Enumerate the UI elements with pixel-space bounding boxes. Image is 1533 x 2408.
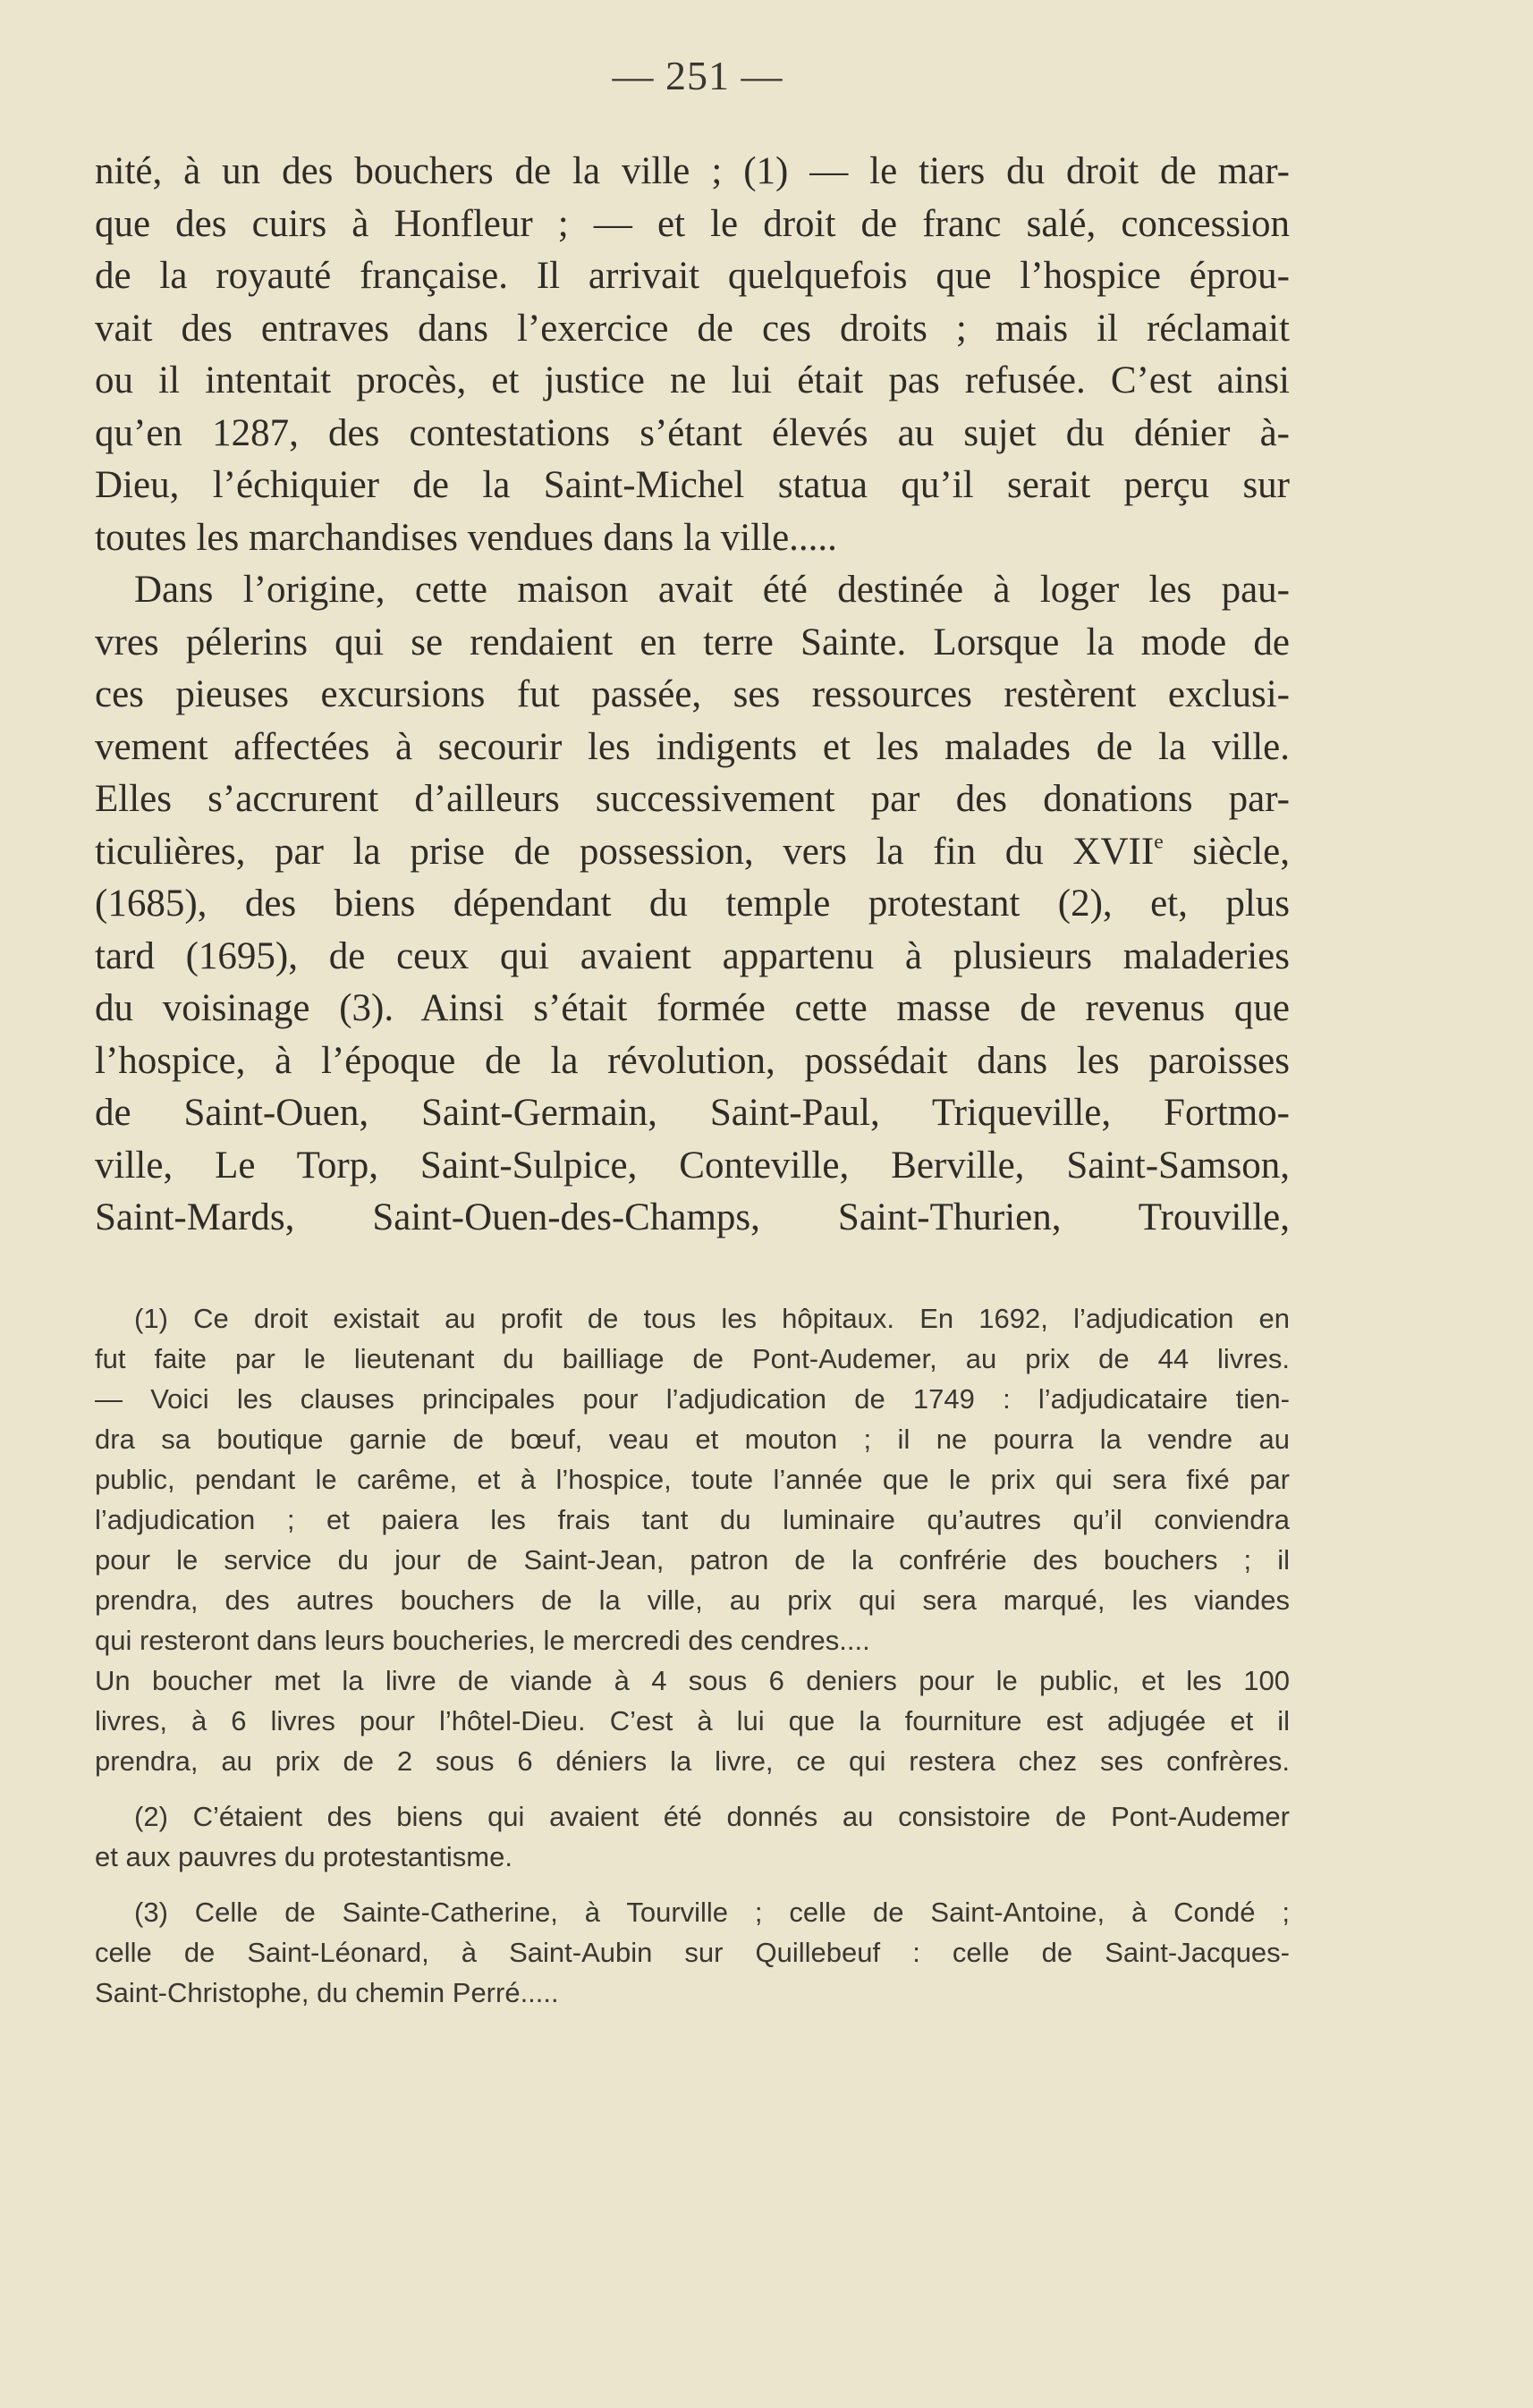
footnote-line: qui resteront dans leurs boucheries, le mercredi des cendres.... <box>95 1625 870 1656</box>
main-text <box>95 146 1290 1245</box>
text-line: Dans l’origine, cette maison avait été destinée à loger les pau- <box>134 569 1290 611</box>
footnote-line: prendra, des autres bouchers de la ville, au prix qui sera marqué, les viandes <box>95 1584 1290 1616</box>
footnote-line: fut faite par le lieutenant du bailliage de Pont-Audemer, au prix de 44 livres. <box>95 1343 1290 1374</box>
footnote-3 <box>95 1892 1290 2013</box>
footnote-line: Un boucher met la livre de viande à 4 sous 6 deniers pour le public, et les 100 <box>95 1665 1290 1696</box>
text-line: ces pieuses excursions fut passée, ses ressources restèrent exclusi- <box>95 673 1290 715</box>
text-line: de la royauté française. Il arrivait quelquefois que l’hospice éprou- <box>95 255 1290 297</box>
footnote-line: prendra, au prix de 2 sous 6 déniers la livre, ce qui restera chez ses confrères. <box>95 1745 1290 1777</box>
footnote-line: livres, à 6 livres pour l’hôtel-Dieu. C’est à lui que la fourniture est adjugée et il <box>95 1705 1290 1736</box>
text-line: vres pélerins qui se rendaient en terre Sainte. Lorsque la mode de <box>95 621 1290 663</box>
footnotes <box>95 1298 1290 2013</box>
text-line: ou il intentait procès, et justice ne lui était pas refusée. C’est ainsi <box>95 359 1290 401</box>
page-number: — 251 — <box>612 53 783 98</box>
text-line: nité, à un des bouchers de la ville ; (1) — le tiers du droit de mar- <box>95 150 1290 192</box>
footnote-line: (1) Ce droit existait au profit de tous les hôpitaux. En 1692, l’adjudication en <box>134 1303 1290 1334</box>
text-line: (1685), des biens dépendant du temple protestant (2), et, plus <box>95 883 1290 925</box>
footnote-line: pour le service du jour de Saint-Jean, patron de la confrérie des bouchers ; il <box>95 1544 1290 1576</box>
text-line: du voisinage (3). Ainsi s’était formée cette masse de revenus que <box>95 987 1290 1029</box>
footnote-line: (2) C’étaient des biens qui avaient été donnés au consistoire de Pont-Audemer <box>134 1801 1290 1832</box>
footnote-1 <box>95 1298 1290 1781</box>
text-line: vait des entraves dans l’exercice de ces droits ; mais il réclamait <box>95 307 1290 350</box>
footnote-line: et aux pauvres du protestantisme. <box>95 1841 512 1872</box>
text-line: l’hospice, à l’époque de la révolution, possédait dans les paroisses <box>95 1039 1290 1082</box>
text-line: Dieu, l’échiquier de la Saint-Michel statua qu’il serait perçu sur <box>95 464 1290 506</box>
footnote-line: l’adjudication ; et paiera les frais tant du luminaire qu’autres qu’il conviendra <box>95 1504 1290 1535</box>
footnote-line: public, pendant le carême, et à l’hospice, toute l’année que le prix qui sera fixé par <box>95 1464 1290 1495</box>
text-line: de Saint-Ouen, Saint-Germain, Saint-Paul, Triqueville, Fortmo- <box>95 1092 1290 1134</box>
text-line: vement affectées à secourir les indigents et les malades de la ville. <box>95 725 1290 768</box>
text-line-century <box>95 826 1290 879</box>
text-line: qu’en 1287, des contestations s’étant élevés au sujet du dénier à- <box>95 411 1290 454</box>
footnote-line: dra sa boutique garnie de bœuf, veau et mouton ; il ne pourra la vendre au <box>95 1424 1290 1455</box>
footnote-line: — Voici les clauses principales pour l’adjudication de 1749 : l’adjudicataire tien- <box>95 1383 1290 1415</box>
footnote-line: celle de Saint-Léonard, à Saint-Aubin sur Quillebeuf : celle de Saint-Jacques- <box>95 1937 1290 1968</box>
text-line: ville, Le Torp, Saint-Sulpice, Conteville, Berville, Saint-Samson, <box>95 1144 1290 1187</box>
text-line: toutes les marchandises vendues dans la ville..... <box>95 516 837 559</box>
text-line: Saint-Mards, Saint-Ouen-des-Champs, Saint-Thurien, Trouville, <box>95 1196 1290 1238</box>
footnote-line: (3) Celle de Sainte-Catherine, à Tourville ; celle de Saint-Antoine, à Condé ; <box>134 1897 1290 1928</box>
text-line: Elles s’accrurent d’ailleurs successivement par des donations par- <box>95 778 1290 820</box>
footnote-2 <box>95 1796 1290 1877</box>
text-line: que des cuirs à Honfleur ; — et le droit de franc salé, concession <box>95 202 1290 245</box>
footnote-line: Saint-Christophe, du chemin Perré..... <box>95 1977 559 2008</box>
century-text: ticulières, par la prise de possession, vers la fin du XVII <box>95 830 1155 873</box>
century-superscript: e <box>1154 829 1164 853</box>
century-after: siècle, <box>1163 830 1291 873</box>
text-line: tard (1695), de ceux qui avaient appartenu à plusieurs maladeries <box>95 934 1290 977</box>
